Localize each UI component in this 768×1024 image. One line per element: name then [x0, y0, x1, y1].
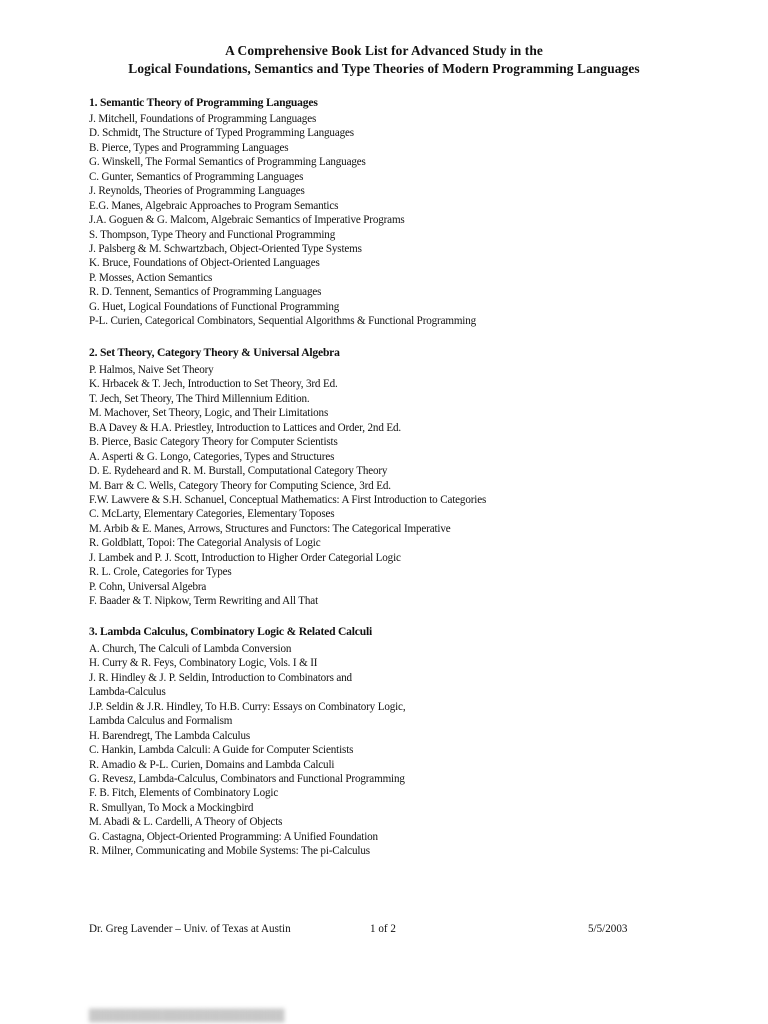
book-list-set-category-theory: [89, 363, 689, 608]
book-entry: Lambda-Calculus: [89, 686, 166, 699]
book-entry: P. Cohn, Universal Algebra: [89, 580, 207, 593]
book-entry: G. Huet, Logical Foundations of Functional Programming: [89, 300, 340, 313]
book-entry: R. Goldblatt, Topoi: The Categorial Analysis of Logic: [89, 537, 321, 550]
book-entry: J. Reynolds, Theories of Programming Languages: [89, 185, 305, 198]
book-entry: E.G. Manes, Algebraic Approaches to Program Semantics: [89, 199, 339, 212]
book-entry: J. R. Hindley & J. P. Seldin, Introduction to Combinators and: [89, 671, 352, 684]
book-entry: B. Pierce, Basic Category Theory for Computer Scientists: [89, 436, 338, 449]
book-entry: S. Thompson, Type Theory and Functional Programming: [89, 228, 336, 241]
book-entry: Lambda Calculus and Formalism: [89, 715, 233, 728]
book-entry: A. Church, The Calculi of Lambda Conversion: [89, 643, 292, 655]
book-entry: R. D. Tennent, Semantics of Programming Languages: [89, 286, 322, 299]
title-line-2: Logical Foundations, Semantics and Type Theories of Modern Programming Languages: [128, 61, 640, 76]
book-entry: R. Milner, Communicating and Mobile Systems: The pi-Calculus: [89, 845, 370, 858]
section-heading-semantic-theory: 1. Semantic Theory of Programming Languages: [89, 96, 318, 109]
book-entry: C. Gunter, Semantics of Programming Languages: [89, 170, 304, 183]
footer-page-number: 1 of 2: [370, 923, 396, 935]
book-entry: M. Machover, Set Theory, Logic, and Their Limitations: [89, 407, 329, 420]
book-entry: J.A. Goguen & G. Malcom, Algebraic Semantics of Imperative Programs: [89, 214, 405, 227]
book-entry: P. Mosses, Action Semantics: [89, 271, 213, 284]
book-entry: A. Asperti & G. Longo, Categories, Types and Structures: [89, 450, 335, 463]
book-entry: H. Barendregt, The Lambda Calculus: [89, 729, 251, 742]
book-entry: J.P. Seldin & J.R. Hindley, To H.B. Curry: Essays on Combinatory Logic,: [89, 700, 406, 713]
book-entry: K. Hrbacek & T. Jech, Introduction to Set Theory, 3rd Ed.: [89, 378, 338, 391]
book-entry: R. Smullyan, To Mock a Mockingbird: [89, 801, 254, 814]
book-entry: J. Palsberg & M. Schwartzbach, Object-Oriented Type Systems: [89, 242, 362, 255]
book-entry: G. Castagna, Object-Oriented Programming: A Unified Foundation: [89, 830, 378, 843]
book-entry: K. Bruce, Foundations of Object-Oriented Languages: [89, 257, 320, 270]
book-entry: F. B. Fitch, Elements of Combinatory Logic: [89, 787, 279, 800]
book-entry: F.W. Lawvere & S.H. Schanuel, Conceptual Mathematics: A First Introduction to Categories: [89, 493, 487, 506]
footer-author: Dr. Greg Lavender – Univ. of Texas at Austin: [89, 923, 291, 935]
book-entry: C. Hankin, Lambda Calculi: A Guide for Computer Scientists: [89, 744, 354, 757]
book-entry: F. Baader & T. Nipkow, Term Rewriting and All That: [89, 595, 319, 607]
book-entry: G. Winskell, The Formal Semantics of Programming Languages: [89, 156, 366, 169]
book-entry: R. Amadio & P-L. Curien, Domains and Lambda Calculi: [89, 758, 335, 771]
book-entry: M. Abadi & L. Cardelli, A Theory of Objects: [89, 816, 283, 829]
book-entry: R. L. Crole, Categories for Types: [89, 566, 232, 579]
book-entry: P. Halmos, Naive Set Theory: [89, 364, 214, 376]
book-entry: J. Mitchell, Foundations of Programming Languages: [89, 113, 317, 125]
book-entry: D. E. Rydeheard and R. M. Burstall, Computational Category Theory: [89, 465, 388, 478]
book-list-semantic-theory: [89, 112, 689, 329]
book-entry: H. Curry & R. Feys, Combinatory Logic, Vols. I & II: [89, 657, 318, 670]
book-entry: M. Barr & C. Wells, Category Theory for Computing Science, 3rd Ed.: [89, 479, 391, 492]
book-entry: P-L. Curien, Categorical Combinators, Sequential Algorithms & Functional Programming: [89, 315, 477, 328]
footer-date: 5/5/2003: [588, 923, 628, 935]
book-entry: B.A Davey & H.A. Priestley, Introduction to Lattices and Order, 2nd Ed.: [89, 421, 401, 434]
section-heading-set-category-theory: 2. Set Theory, Category Theory & Universal Algebra: [89, 346, 340, 359]
book-entry: M. Arbib & E. Manes, Arrows, Structures and Functors: The Categorical Imperative: [89, 522, 451, 535]
section-heading-lambda-calculus: 3. Lambda Calculus, Combinatory Logic & Related Calculi: [89, 625, 373, 638]
next-page-blurred-fragment: ████████████████████████: [89, 1010, 285, 1022]
page-title: [0, 42, 768, 78]
book-entry: J. Lambek and P. J. Scott, Introduction to Higher Order Categorial Logic: [89, 551, 401, 564]
book-entry: C. McLarty, Elementary Categories, Elementary Toposes: [89, 508, 335, 521]
title-line-1: A Comprehensive Book List for Advanced Study in the: [225, 43, 543, 58]
book-entry: G. Revesz, Lambda-Calculus, Combinators and Functional Programming: [89, 772, 405, 785]
book-entry: B. Pierce, Types and Programming Languages: [89, 141, 289, 154]
book-list-lambda-calculus: [89, 642, 689, 859]
book-entry: D. Schmidt, The Structure of Typed Programming Languages: [89, 127, 354, 140]
book-entry: T. Jech, Set Theory, The Third Millennium Edition.: [89, 392, 310, 405]
